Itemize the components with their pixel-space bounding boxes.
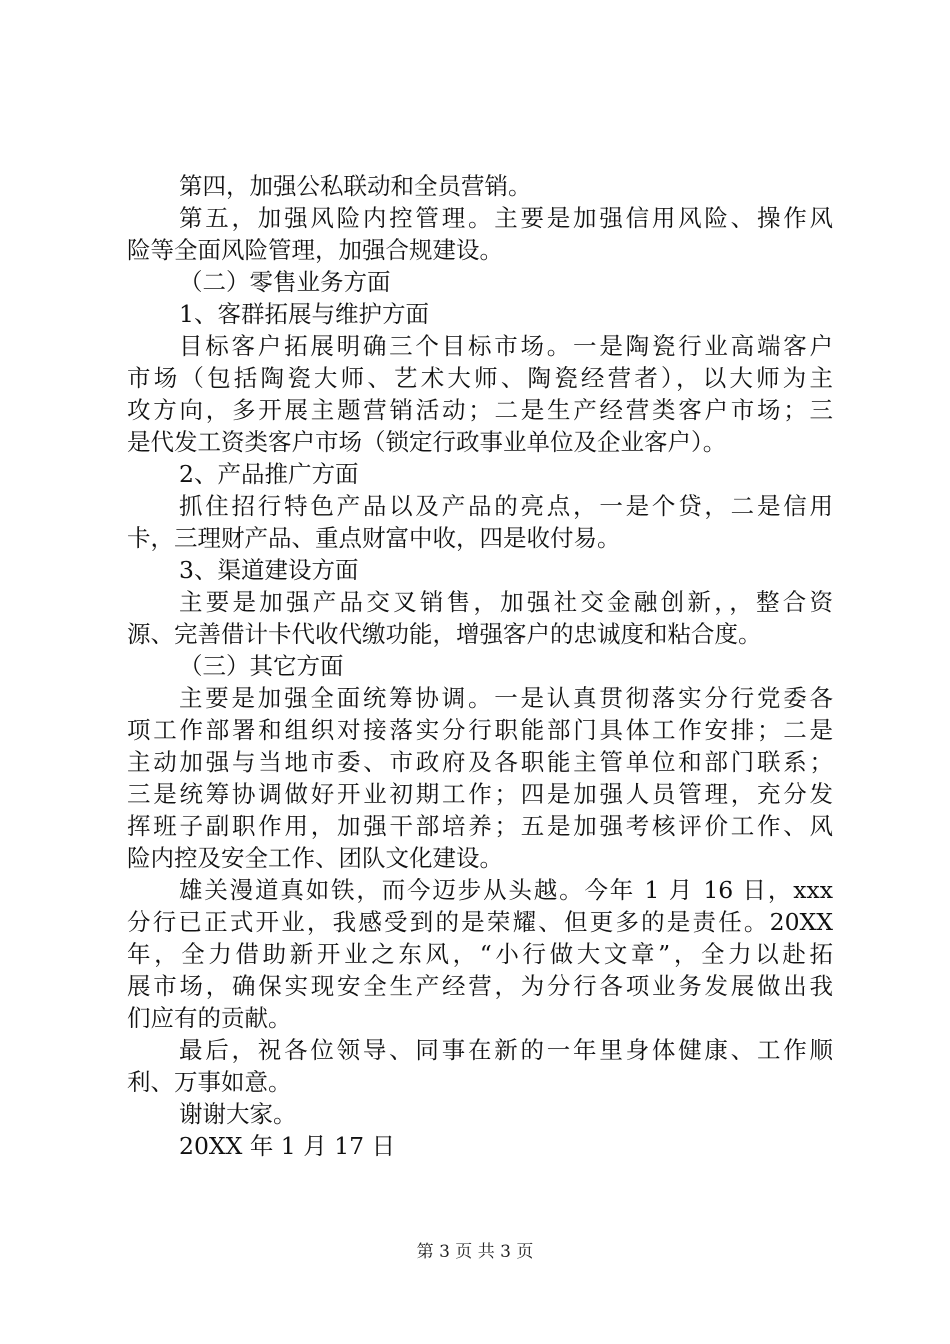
paragraph-line: 卡，三理财产品、重点财富中收，四是收付易。 — [127, 524, 621, 552]
paragraph-line: 主要是加强产品交叉销售，加强社交金融创新，，整合资 — [179, 588, 833, 616]
paragraph-line: 是代发工资类客户市场（锁定行政事业单位及企业客户）。 — [127, 428, 727, 456]
paragraph-line: 雄关漫道真如铁，而今迈步从头越。今年 1 月 16 日，xxx — [179, 876, 833, 904]
paragraph-line: 年，全力借助新开业之东风，“小行做大文章”，全力以赴拓 — [127, 940, 833, 968]
subsection-heading: 3、渠道建设方面 — [179, 556, 359, 584]
document-body — [127, 170, 833, 1162]
page-number-label: 第 3 页 共 3 页 — [416, 1242, 534, 1262]
paragraph-line: 利、万事如意。 — [127, 1068, 292, 1096]
date-line: 20XX 年 1 月 17 日 — [179, 1132, 396, 1160]
page-footer — [0, 1241, 950, 1263]
paragraph-line: 市场（包括陶瓷大师、艺术大师、陶瓷经营者），以大师为主 — [127, 364, 833, 392]
paragraph-line: 险等全面风险管理，加强合规建设。 — [127, 236, 503, 264]
paragraph-line: 展市场，确保实现安全生产经营，为分行各项业务发展做出我 — [127, 972, 833, 1000]
paragraph-line: 三是统筹协调做好开业初期工作；四是加强人员管理，充分发 — [127, 780, 833, 808]
paragraph-line: 挥班子副职作用，加强干部培养；五是加强考核评价工作、风 — [127, 812, 833, 840]
paragraph-line: 源、完善借计卡代收代缴功能，增强客户的忠诚度和粘合度。 — [127, 620, 762, 648]
closing-line: 谢谢大家。 — [179, 1100, 297, 1128]
subsection-heading: 1、客群拓展与维护方面 — [179, 300, 429, 328]
subsection-heading: 2、产品推广方面 — [179, 460, 359, 488]
paragraph-line: 主要是加强全面统筹协调。一是认真贯彻落实分行党委各 — [179, 684, 833, 712]
paragraph-line: 分行已正式开业，我感受到的是荣耀、但更多的是责任。20XX — [127, 908, 833, 936]
paragraph-line: 第五，加强风险内控管理。主要是加强信用风险、操作风 — [179, 204, 833, 232]
section-heading: （二）零售业务方面 — [179, 268, 391, 296]
paragraph-line: 目标客户拓展明确三个目标市场。一是陶瓷行业高端客户 — [179, 332, 833, 360]
paragraph-line: 抓住招行特色产品以及产品的亮点，一是个贷，二是信用 — [179, 492, 833, 520]
paragraph-line: 项工作部署和组织对接落实分行职能部门具体工作安排；二是 — [127, 716, 833, 744]
paragraph-line: 攻方向，多开展主题营销活动；二是生产经营类客户市场；三 — [127, 396, 833, 424]
paragraph-line: 主动加强与当地市委、市政府及各职能主管单位和部门联系； — [127, 748, 833, 776]
paragraph-line: 们应有的贡献。 — [127, 1004, 292, 1032]
paragraph-line: 第四，加强公私联动和全员营销。 — [179, 172, 532, 200]
section-heading: （三）其它方面 — [179, 652, 344, 680]
paragraph-line: 险内控及安全工作、团队文化建设。 — [127, 844, 503, 872]
paragraph-line: 最后，祝各位领导、同事在新的一年里身体健康、工作顺 — [179, 1036, 833, 1064]
